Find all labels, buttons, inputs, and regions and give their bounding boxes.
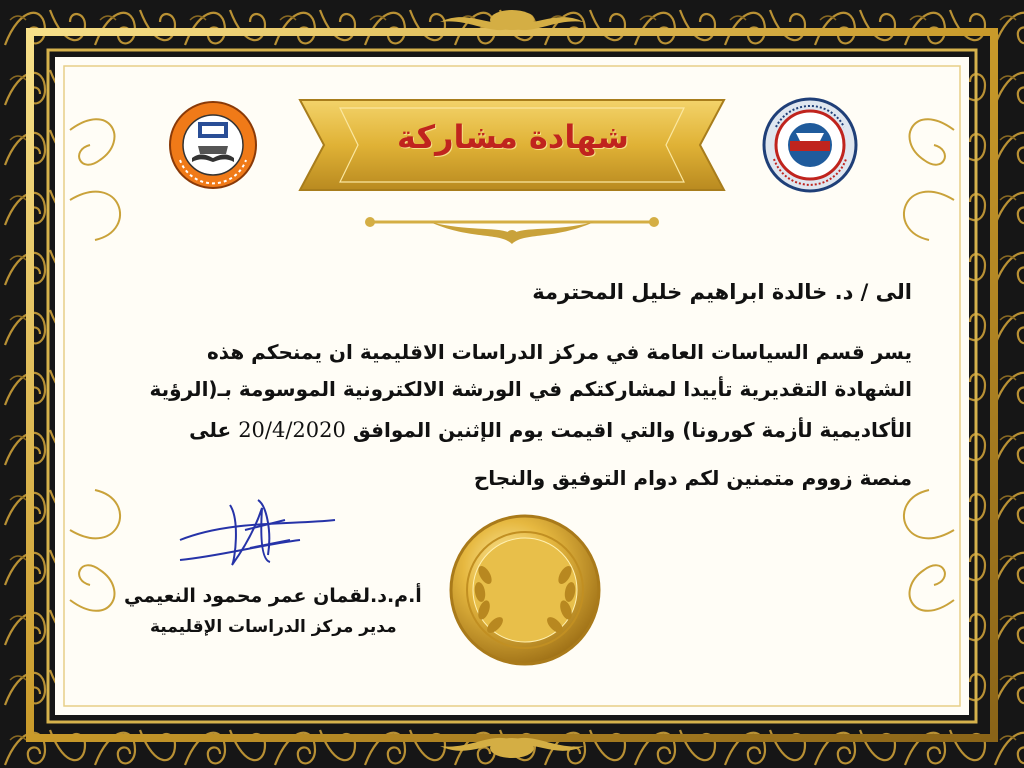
body-line-2: الشهادة التقديرية تأييدا لمشاركتكم في الورشة الالكترونية الموسومة بـ(الرؤية [149,377,912,401]
body-line-3 [189,418,912,442]
body-line-1: يسر قسم السياسات العامة في مركز الدراسات الاقليمية ان يمنحكم هذه [206,340,912,364]
body-line-3-text: الأكاديمية لأزمة كورونا) والتي اقيمت يوم الإثنين الموافق [352,418,912,442]
signer-role: مدير مركز الدراسات الإقليمية [150,617,397,637]
event-date: 20/4/2020 [238,418,346,442]
certificate-title: شهادة مشاركة [397,118,629,156]
signer-name: أ.م.د.لقمان عمر محمود النعيمي [124,585,422,607]
body-line-4: منصة زووم متمنين لكم دوام التوفيق والنجاح [473,466,912,490]
regional-studies-center-logo-icon [762,97,858,193]
body-line-3-end: على [189,418,232,442]
recipient-line: الى / د. خالدة ابراهيم خليل المحترمة [532,280,912,304]
university-of-mosul-logo-icon [168,100,258,190]
